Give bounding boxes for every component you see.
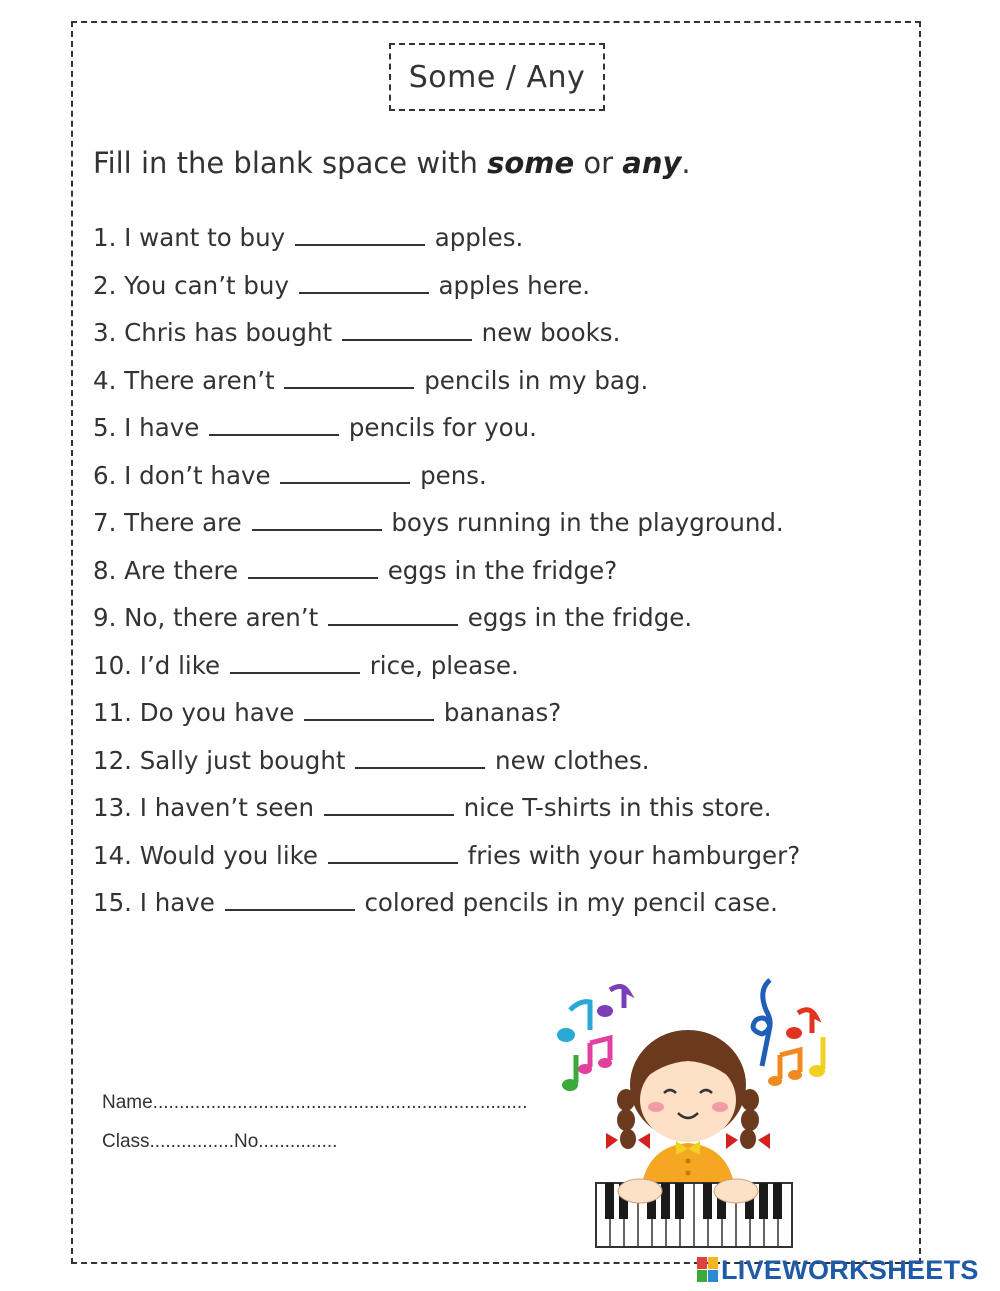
question-text-after: bananas? bbox=[436, 698, 562, 727]
question-item bbox=[93, 501, 800, 549]
question-text-before: 8. Are there bbox=[93, 555, 246, 585]
question-text-before: 14. Would you like bbox=[93, 840, 326, 870]
answer-blank[interactable] bbox=[342, 311, 472, 341]
question-item bbox=[93, 691, 800, 739]
question-list bbox=[93, 216, 800, 929]
answer-blank[interactable] bbox=[284, 359, 414, 389]
question-text-before: 3. Chris has bought bbox=[93, 318, 340, 347]
answer-blank[interactable] bbox=[230, 644, 360, 674]
question-text-before: 6. I don’t have bbox=[93, 460, 279, 490]
worksheet-title-text: Some / Any bbox=[408, 59, 586, 95]
answer-blank[interactable] bbox=[299, 264, 429, 294]
question-text-before: 13. I haven’t seen bbox=[93, 793, 322, 822]
answer-blank[interactable] bbox=[280, 454, 410, 484]
question-item bbox=[93, 311, 800, 359]
question-text-after: apples. bbox=[426, 223, 524, 252]
question-text-before: 15. I have bbox=[93, 888, 223, 917]
answer-blank[interactable] bbox=[324, 786, 454, 816]
question-text-after: eggs in the fridge. bbox=[460, 603, 693, 632]
girl-piano-illustration bbox=[548, 965, 838, 1255]
question-item bbox=[93, 549, 800, 597]
question-text-before: 1. I want to buy bbox=[93, 223, 293, 252]
answer-blank[interactable] bbox=[209, 406, 339, 436]
instruction-suffix: . bbox=[681, 146, 691, 180]
answer-blank[interactable] bbox=[295, 216, 425, 246]
answer-blank[interactable] bbox=[248, 549, 378, 579]
question-item bbox=[93, 596, 800, 644]
question-item bbox=[93, 216, 800, 264]
instruction-prefix: Fill in the blank space with bbox=[93, 146, 488, 180]
name-field[interactable]: Name....................................................................... bbox=[102, 1092, 528, 1113]
question-item bbox=[93, 739, 800, 787]
liveworksheets-logo-text: LIVEWORKSHEETS bbox=[721, 1254, 979, 1285]
question-text-after: fries with your hamburger? bbox=[459, 840, 801, 870]
question-text-before: 9. No, there aren’t bbox=[93, 603, 326, 632]
question-text-after: apples here. bbox=[430, 270, 591, 300]
answer-blank[interactable] bbox=[328, 834, 458, 864]
question-text-after: rice, please. bbox=[361, 650, 519, 680]
question-text-after: eggs in the fridge? bbox=[379, 555, 618, 585]
liveworksheets-logo[interactable] bbox=[697, 1254, 979, 1286]
question-text-after: pencils for you. bbox=[341, 413, 537, 442]
answer-blank[interactable] bbox=[304, 691, 434, 721]
question-text-before: 10. I’d like bbox=[93, 650, 228, 680]
question-text-before: 7. There are bbox=[93, 508, 250, 537]
answer-blank[interactable] bbox=[355, 739, 485, 769]
class-number-field[interactable]: Class................No............... bbox=[102, 1131, 338, 1152]
instruction bbox=[93, 146, 691, 180]
question-item bbox=[93, 786, 800, 834]
question-text-after: pens. bbox=[412, 460, 487, 490]
question-item bbox=[93, 406, 800, 454]
question-item bbox=[93, 881, 800, 929]
question-item bbox=[93, 264, 800, 312]
instruction-keyword-any: any bbox=[622, 146, 682, 180]
question-text-before: 4. There aren’t bbox=[93, 365, 283, 395]
question-item bbox=[93, 359, 800, 407]
question-text-before: 12. Sally just bought bbox=[93, 745, 354, 775]
question-text-after: boys running in the playground. bbox=[383, 508, 784, 537]
question-item bbox=[93, 834, 800, 882]
question-text-after: new clothes. bbox=[487, 745, 650, 775]
question-text-after: nice T-shirts in this store. bbox=[455, 793, 772, 822]
question-text-before: 5. I have bbox=[93, 413, 208, 442]
question-item bbox=[93, 454, 800, 502]
question-item bbox=[93, 644, 800, 692]
question-text-before: 11. Do you have bbox=[93, 698, 303, 727]
answer-blank[interactable] bbox=[225, 881, 355, 911]
piano-keyboard-icon bbox=[596, 1179, 792, 1247]
question-text-after: pencils in my bag. bbox=[416, 365, 649, 395]
question-text-after: colored pencils in my pencil case. bbox=[356, 888, 778, 917]
answer-blank[interactable] bbox=[252, 501, 382, 531]
liveworksheets-logo-icon bbox=[697, 1257, 719, 1283]
instruction-middle: or bbox=[574, 146, 623, 180]
worksheet-title bbox=[389, 43, 605, 111]
question-text-before: 2. You can’t buy bbox=[93, 270, 297, 300]
instruction-keyword-some: some bbox=[487, 146, 575, 180]
answer-blank[interactable] bbox=[328, 596, 458, 626]
question-text-after: new books. bbox=[473, 318, 621, 347]
